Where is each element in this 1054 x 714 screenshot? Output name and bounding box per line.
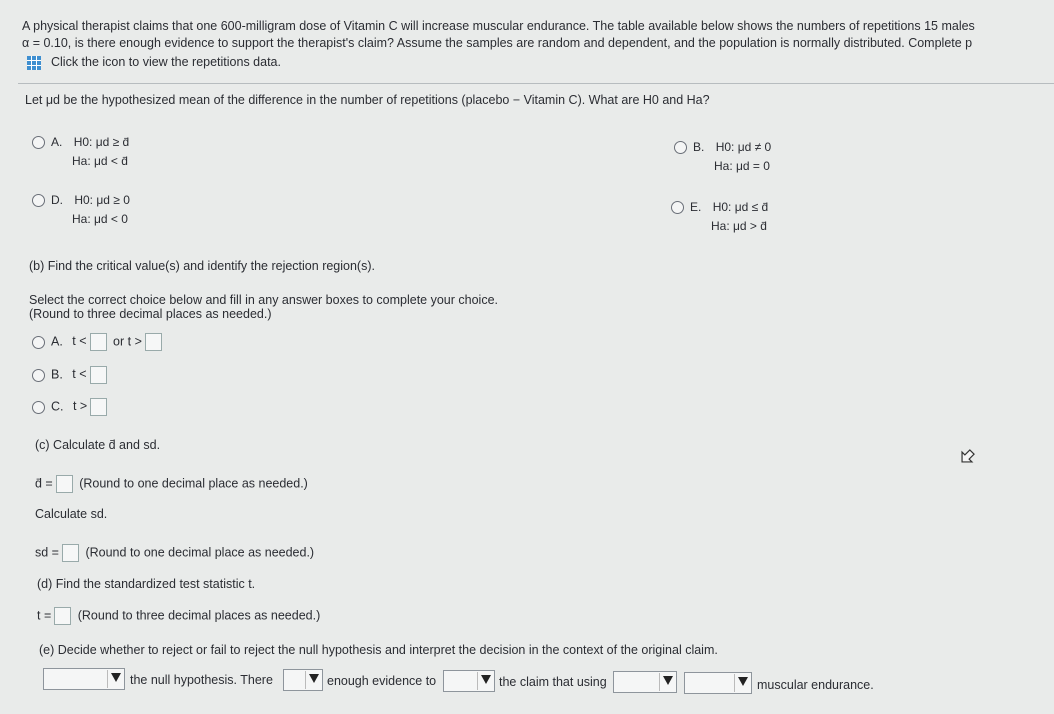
option-b-hypotheses[interactable]: [674, 138, 771, 176]
radio-button[interactable]: [32, 136, 45, 149]
question-line-2: α = 0.10, is there enough evidence to support the therapist's claim? Assume the samples are random and dependent, and the population is normally distributed. Complete p: [22, 36, 973, 50]
ha-text: Ha: μd < 0: [72, 212, 128, 226]
null-hypothesis-text: the null hypothesis. There: [130, 673, 273, 687]
critical-value-input[interactable]: [90, 398, 107, 416]
evidence-text: enough evidence to: [327, 674, 437, 688]
ha-text: Ha: μd < d̄: [72, 154, 128, 168]
reject-decision-dropdown[interactable]: [43, 668, 125, 690]
option-letter: A.: [51, 334, 63, 349]
option-letter: B.: [693, 140, 705, 154]
sd-rounding: (Round to one decimal place as needed.): [85, 545, 315, 560]
part-b-instruction: Select the correct choice below and fill in any answer boxes to complete your choice.: [29, 293, 498, 307]
option-b-b[interactable]: [32, 366, 110, 384]
treatment-dropdown[interactable]: [613, 671, 677, 693]
dbar-input[interactable]: [56, 475, 73, 493]
option-letter: B.: [51, 367, 63, 382]
ha-text: Ha: μd = 0: [714, 159, 770, 173]
option-b-a[interactable]: [32, 333, 165, 351]
t-greater-label: t >: [72, 399, 88, 414]
sd-input[interactable]: [62, 544, 79, 562]
part-c-prompt: (c) Calculate d̄ and sd.: [35, 438, 161, 452]
divider: [18, 83, 1054, 84]
t-input[interactable]: [54, 607, 71, 625]
option-letter: A.: [51, 135, 63, 149]
critical-value-lower-input[interactable]: [90, 333, 107, 351]
part-d-prompt: (d) Find the standardized test statistic t.: [37, 577, 256, 591]
data-link-text: Click the icon to view the repetitions data.: [51, 55, 281, 69]
t-less-label: t <: [72, 367, 87, 382]
option-b-c[interactable]: [32, 398, 110, 416]
chevron-down-icon: [111, 673, 121, 682]
t-row: [37, 607, 320, 625]
radio-button[interactable]: [674, 141, 687, 154]
support-reject-dropdown[interactable]: [443, 670, 495, 692]
critical-value-input[interactable]: [90, 366, 107, 384]
part-b-prompt: (b) Find the critical value(s) and identify the rejection region(s).: [29, 259, 375, 273]
option-d-hypotheses[interactable]: [32, 191, 130, 229]
chevron-down-icon: [663, 676, 673, 685]
or-t-greater-label: or t >: [113, 334, 142, 349]
dbar-label: d̄ =: [35, 476, 53, 491]
part-b-rounding: (Round to three decimal places as needed.): [29, 307, 272, 321]
sd-label: sd =: [35, 545, 59, 560]
chevron-down-icon: [481, 675, 491, 684]
option-a-hypotheses[interactable]: [32, 133, 129, 171]
part-e-prompt: (e) Decide whether to reject or fail to reject the null hypothesis and interpret the decision in the context of the original claim.: [39, 643, 718, 657]
radio-button[interactable]: [32, 401, 45, 414]
h0-text: H0: μd ≤ d̄: [712, 200, 769, 214]
radio-button[interactable]: [671, 201, 684, 214]
t-rounding: (Round to three decimal places as needed.): [77, 608, 321, 623]
option-letter: D.: [51, 193, 63, 207]
sd-row: [35, 544, 314, 562]
dbar-row: [35, 475, 308, 493]
radio-button[interactable]: [32, 336, 45, 349]
ha-text: Ha: μd > d̄: [711, 219, 767, 233]
option-letter: E.: [690, 200, 702, 214]
sd-prompt: Calculate sd.: [35, 507, 108, 521]
radio-button[interactable]: [32, 194, 45, 207]
mouse-pointer-icon: [958, 448, 976, 466]
question-line-1: A physical therapist claims that one 600-milligram dose of Vitamin C will increase muscular endurance. The table available below shows the numbers of repetitions 15 males: [22, 19, 975, 33]
chevron-down-icon: [309, 674, 319, 683]
h0-text: H0: μd ≥ d̄: [73, 135, 130, 149]
radio-button[interactable]: [32, 369, 45, 382]
part-a-prompt: Let μd be the hypothesized mean of the difference in the number of repetitions (placebo − Vitamin C). What are H0 and Ha?: [25, 93, 710, 107]
critical-value-upper-input[interactable]: [145, 333, 162, 351]
t-less-label: t <: [72, 334, 87, 349]
dbar-rounding: (Round to one decimal place as needed.): [79, 476, 308, 491]
t-label: t =: [37, 608, 52, 623]
endurance-text: muscular endurance.: [757, 678, 874, 692]
evidence-dropdown[interactable]: [283, 669, 323, 691]
option-e-hypotheses[interactable]: [671, 198, 768, 236]
claim-text: the claim that using: [499, 675, 607, 689]
chevron-down-icon: [738, 677, 748, 686]
option-letter: C.: [51, 399, 64, 414]
h0-text: H0: μd ≥ 0: [74, 193, 130, 207]
table-icon[interactable]: [27, 56, 41, 70]
h0-text: H0: μd ≠ 0: [715, 140, 772, 154]
effect-dropdown[interactable]: [684, 672, 752, 694]
data-link[interactable]: [27, 55, 281, 70]
